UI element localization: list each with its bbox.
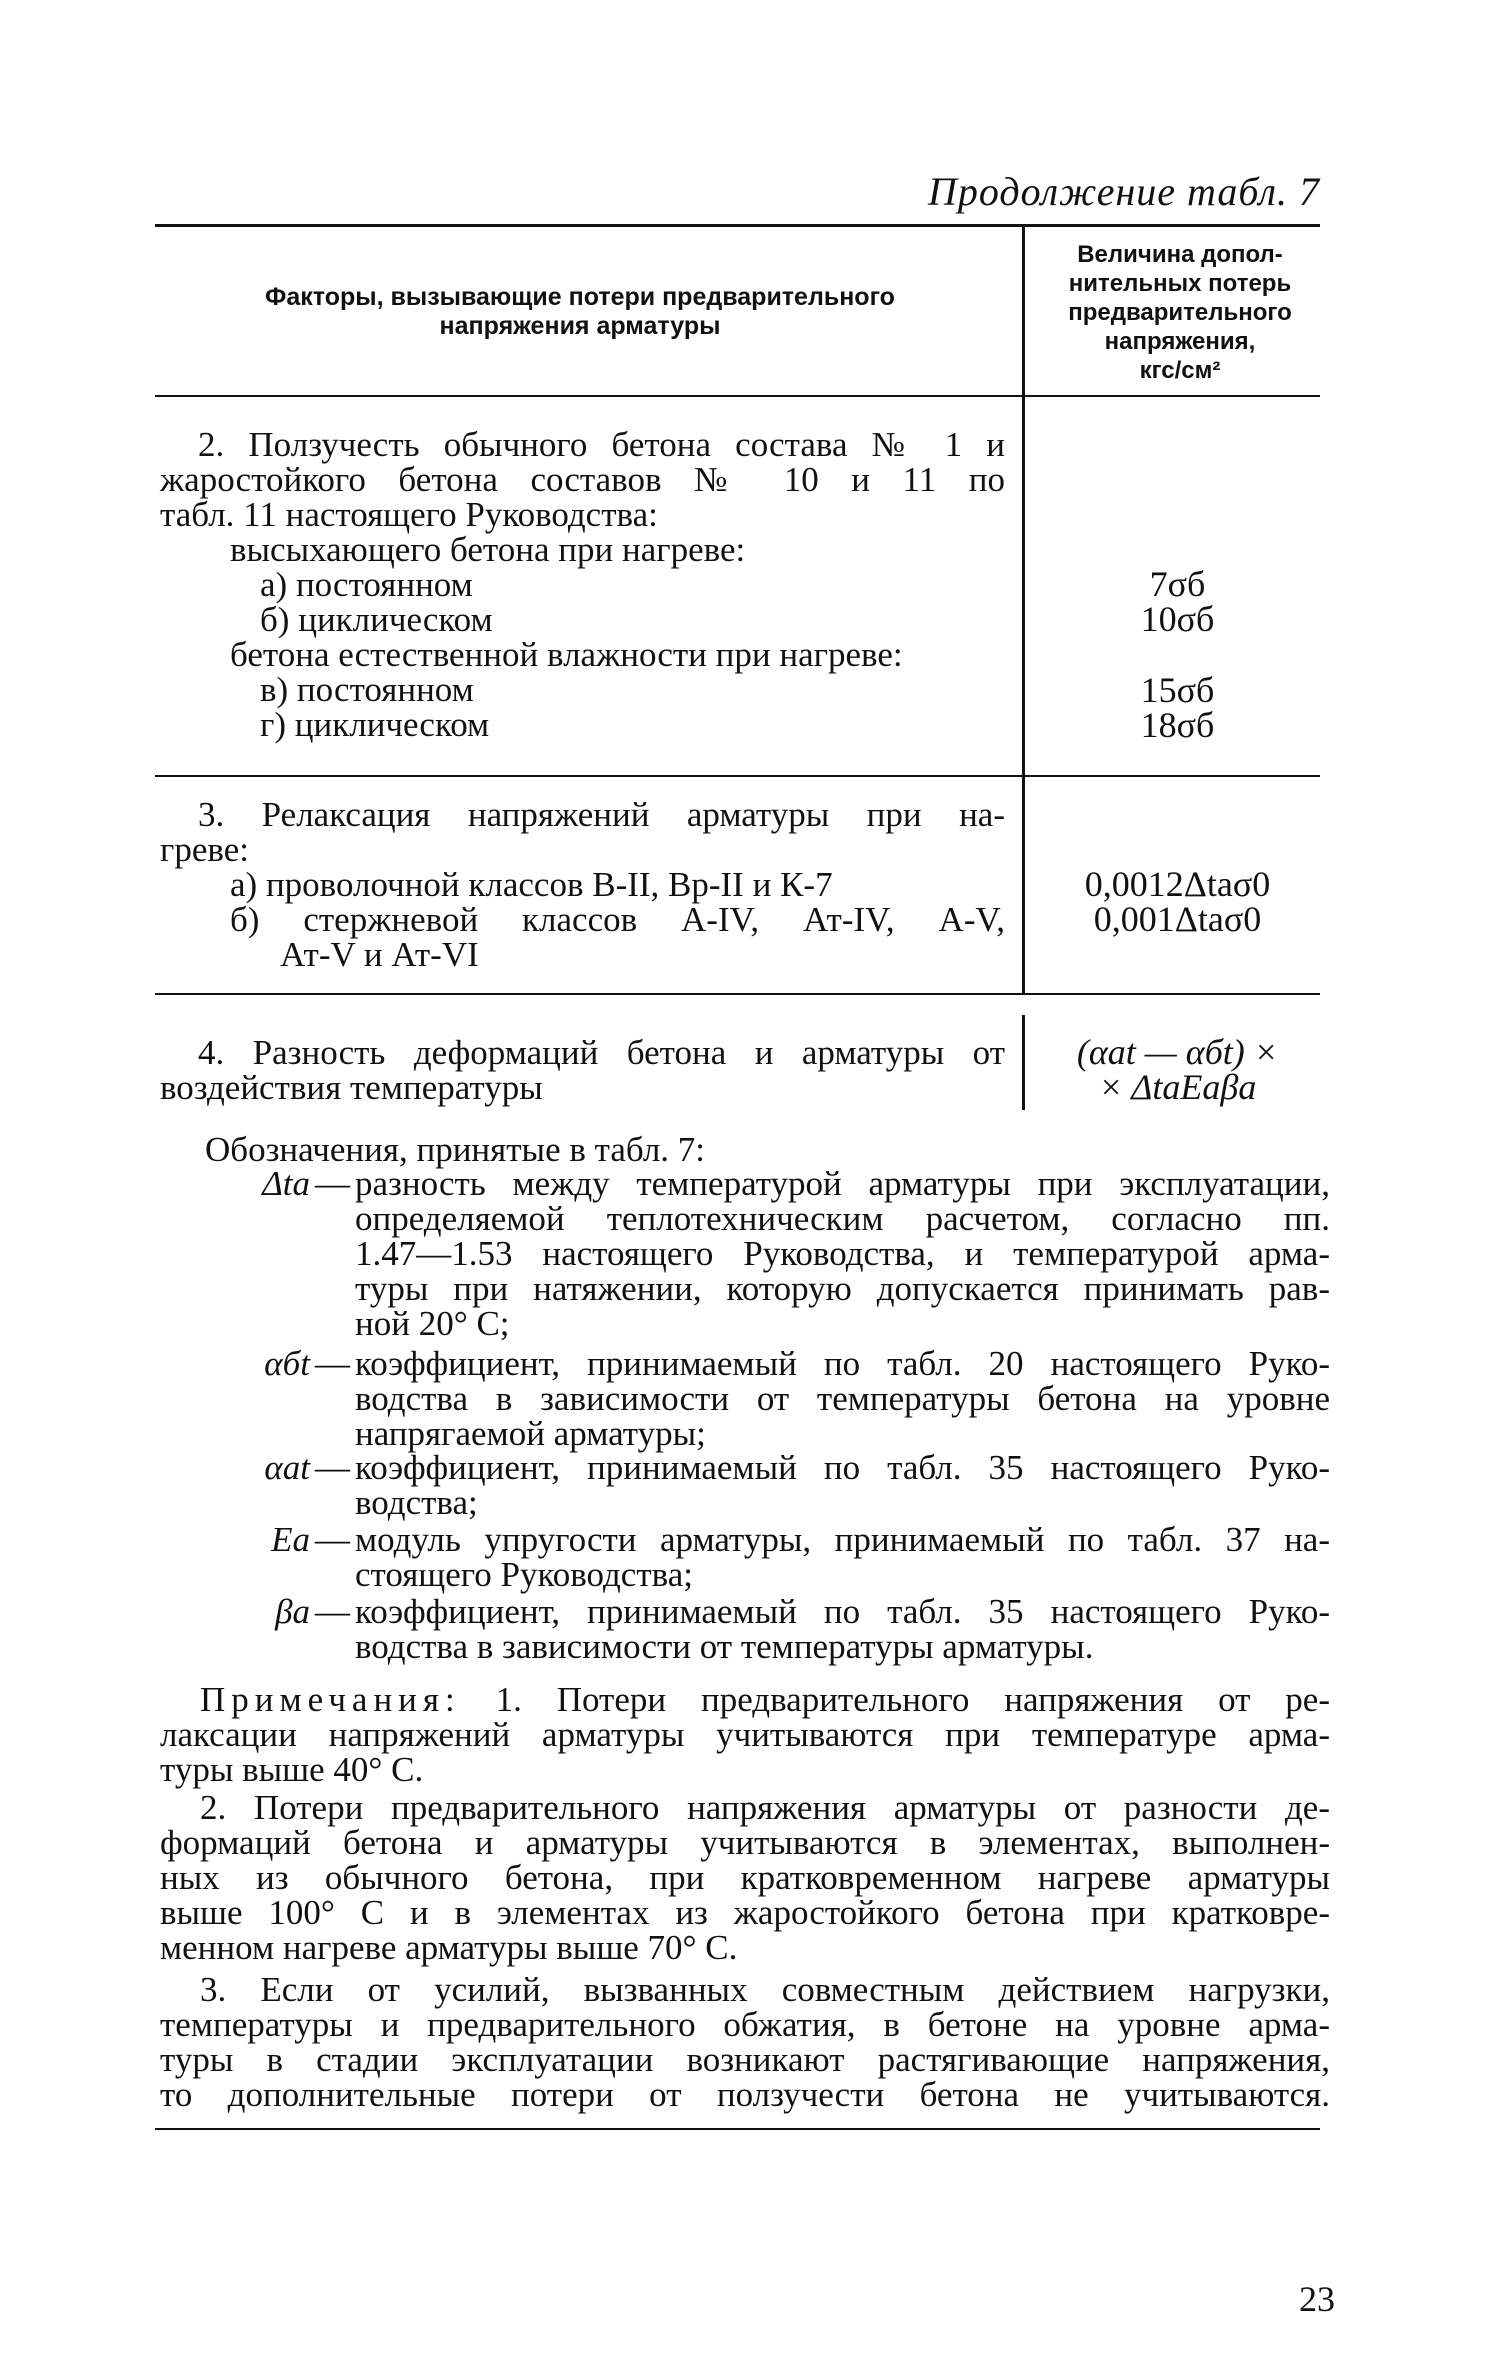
row3-value: 0,0012Δtаσ0 (1084, 864, 1271, 904)
row3-factor-text (160, 797, 1005, 972)
definition-line: стоящего Руководства; (355, 1555, 693, 1594)
footer-rule (155, 2128, 1320, 2130)
definition-text (355, 1522, 1330, 1592)
header-values-line: предварительного (1068, 299, 1292, 326)
note1-first-line (160, 1682, 1330, 1717)
note1-line: туры выше 40° С. (160, 1750, 424, 1789)
note2-line: 2. Потери предварительного напряжения арматуры от разности де- (200, 1788, 1330, 1827)
table-top-rule (155, 224, 1320, 227)
header-values-line: Величина допол- (1077, 241, 1283, 268)
definition-line: водства; (355, 1483, 478, 1522)
row2-value: 7σб (1149, 564, 1206, 604)
definitions-heading: Обозначения, принятые в табл. 7: (205, 1130, 706, 1169)
definition-text (355, 1450, 1330, 1520)
note1-line: лаксации напряжений арматуры учитываются при температуре арма- (160, 1715, 1330, 1754)
definition-line: туры при натяжении, которую допускается принимать рав- (355, 1269, 1330, 1308)
definition-symbol: Еа (271, 1520, 310, 1559)
definition-symbol: βа (275, 1592, 310, 1631)
definition-text (355, 1166, 1330, 1341)
row3-line: б) стержневой классов А-IV, Ат-IV, А-V, (230, 900, 1005, 939)
header-values-line: кгс/см² (1139, 357, 1221, 384)
definition-line: разность между температурой арматуры при эксплуатации, (355, 1164, 1330, 1203)
note3-line: туры в стадии эксплуатации возникают растягивающие напряжения, (160, 2040, 1330, 2079)
row2-bottom-rule (155, 775, 1320, 777)
note2-line: формаций бетона и арматуры учитываются в элементах, выполнен- (160, 1823, 1330, 1862)
note3 (160, 1972, 1330, 2112)
definition-dash: — (315, 1344, 350, 1383)
column-divider-row2 (1022, 397, 1025, 775)
note2-line: ных из обычного бетона, при кратковременном нагреве арматуры (160, 1858, 1330, 1897)
definition-line: водства в зависимости от температуры арматуры. (355, 1627, 1094, 1666)
note2 (160, 1790, 1330, 1965)
page-number: 23 (1299, 2279, 1335, 2319)
row2-line: г) циклическом (260, 705, 490, 744)
definition-line: модуль упругости арматуры, принимаемый по табл. 37 на- (355, 1520, 1330, 1559)
row4-line: воздействия температуры (160, 1068, 543, 1107)
row3-line: а) проволочной классов В-II, Вр-II и К-7 (230, 865, 833, 904)
definition-line: 1.47—1.53 настоящего Руководства, и температурой арма- (355, 1234, 1330, 1273)
note3-line: температуры и предварительного обжатия, в бетоне на уровне арма- (160, 2005, 1330, 2044)
definition-line: коэффициент, принимаемый по табл. 20 настоящего Руко- (355, 1344, 1330, 1383)
row2-line: табл. 11 настоящего Руководства: (160, 495, 658, 534)
row4-value: × ΔtаЕаβа (1098, 1067, 1257, 1107)
row3-line: 3. Релаксация напряжений арматуры при на- (198, 795, 1005, 834)
column-divider-row3 (1022, 777, 1025, 993)
column-divider-header (1022, 227, 1025, 395)
row2-factor-text (160, 427, 1005, 742)
definition-dash: — (315, 1448, 350, 1487)
row4-value: (αаt — αбt) × (1076, 1032, 1279, 1072)
notes-block (160, 1682, 1330, 1787)
row2-value: 10σб (1140, 599, 1215, 639)
header-values-line: напряжения, (1104, 328, 1256, 355)
note3-line: 3. Если от усилий, вызванных совместным действием нагрузки, (200, 1970, 1330, 2009)
definition-line: коэффициент, принимаемый по табл. 35 настоящего Руко- (355, 1592, 1330, 1631)
row2-value: 15σб (1140, 670, 1215, 710)
definition-text (355, 1594, 1330, 1664)
notes-label: Примечания: (200, 1680, 461, 1719)
definition-line: коэффициент, принимаемый по табл. 35 настоящего Руко- (355, 1448, 1330, 1487)
row3-bottom-rule (155, 993, 1320, 995)
header-values-line: нительных потерь (1068, 270, 1292, 297)
header-bottom-rule (155, 395, 1320, 397)
row2-line: а) постоянном (260, 565, 473, 604)
row3-line: греве: (160, 830, 249, 869)
note2-line: менном нагреве арматуры выше 70° С. (160, 1928, 738, 1967)
row2-value: 18σб (1140, 705, 1215, 745)
row3-value: 0,001Δtаσ0 (1093, 899, 1262, 939)
row2-line: в) постоянном (260, 670, 474, 709)
definition-symbol: Δtа (262, 1164, 310, 1203)
row3-line: Ат-V и Ат-VI (280, 935, 479, 974)
row4-line: 4. Разность деформаций бетона и арматуры от (198, 1033, 1005, 1072)
note1-line: 1. Потери предварительного напряжения от ре- (495, 1680, 1330, 1719)
row4-factor-text (160, 1035, 1005, 1105)
definition-text (355, 1346, 1330, 1451)
note3-line: то дополнительные потери от ползучести бетона не учитываются. (160, 2075, 1330, 2114)
definition-symbol: αаt (264, 1448, 310, 1487)
column-divider-row4 (1022, 1015, 1025, 1110)
definition-dash: — (315, 1164, 350, 1203)
row2-line: бетона естественной влажности при нагреве: (230, 635, 903, 674)
row2-line: 2. Ползучесть обычного бетона состава № 1 и (198, 425, 1005, 464)
table-header-values (1040, 240, 1320, 385)
continuation-title: Продолжение табл. 7 (927, 169, 1320, 214)
definition-line: напрягаемой арматуры; (355, 1414, 706, 1453)
note2-line: выше 100° С и в элементах из жаростойкого бетона при кратковре- (160, 1893, 1330, 1932)
row2-line: высыхающего бетона при нагреве: (230, 530, 746, 569)
row2-line: жаростойкого бетона составов № 10 и 11 по (160, 460, 1005, 499)
definition-line: водства в зависимости от температуры бетона на уровне (355, 1379, 1330, 1418)
row2-line: б) циклическом (260, 600, 493, 639)
definition-dash: — (315, 1520, 350, 1559)
table-header-factors: Факторы, вызывающие потери предварительного напряжения арматуры (265, 283, 895, 340)
definition-line: ной 20° С; (355, 1304, 510, 1343)
definition-symbol: αбt (264, 1344, 310, 1383)
definition-line: определяемой теплотехническим расчетом, согласно пп. (355, 1199, 1330, 1238)
definition-dash: — (315, 1592, 350, 1631)
